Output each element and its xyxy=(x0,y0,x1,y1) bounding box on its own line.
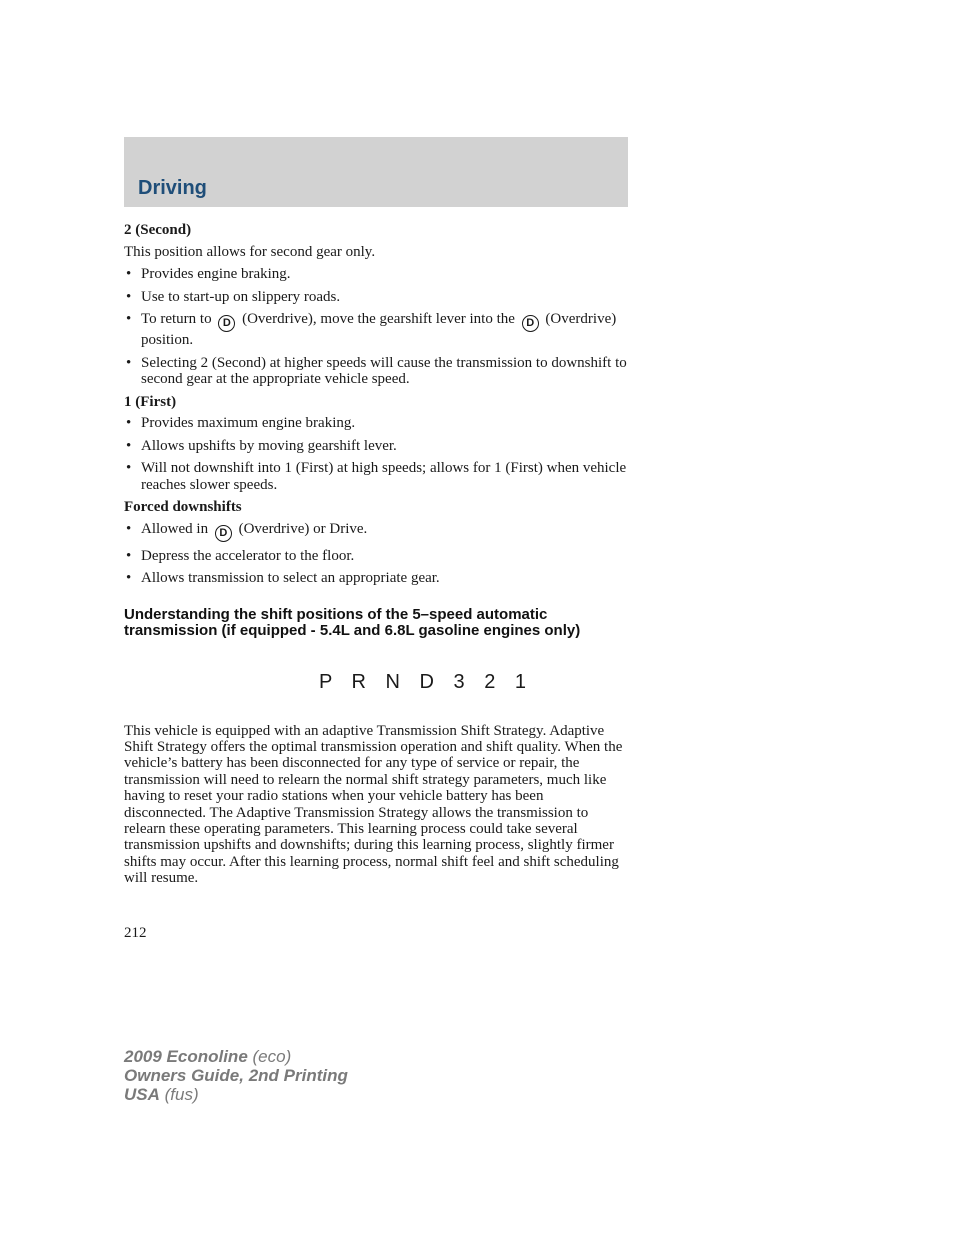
first-gear-heading: 1 (First) xyxy=(124,393,177,410)
list-item: • Selecting 2 (Second) at higher speeds will cause the transmission to downshift to second gear at the appropriate vehicle speed. xyxy=(124,355,629,388)
bullet-text: (Overdrive) or Drive. xyxy=(238,520,368,537)
forced-downshifts-heading: Forced downshifts xyxy=(124,499,242,515)
section-title: Driving xyxy=(138,177,207,199)
footer-guide: Owners Guide, 2nd Printing xyxy=(124,1066,348,1085)
footer-line-model xyxy=(124,1047,348,1066)
list-item: • Provides engine braking. xyxy=(124,266,629,283)
document-footer xyxy=(124,1047,348,1104)
second-gear-list xyxy=(124,266,629,388)
list-item xyxy=(124,311,629,349)
page-number: 212 xyxy=(124,925,147,941)
list-item xyxy=(124,521,629,542)
second-gear-intro: This position allows for second gear only. xyxy=(124,243,376,260)
section-header-band xyxy=(124,137,628,207)
list-item: • Allows upshifts by moving gearshift lever. xyxy=(124,438,629,455)
first-gear-list xyxy=(124,415,629,493)
list-item: • Use to start-up on slippery roads. xyxy=(124,289,629,306)
bullet-text: (Overdrive), move the gearshift lever into the xyxy=(242,311,515,327)
list-item: • Depress the accelerator to the floor. xyxy=(124,548,629,565)
list-item: • Allows transmission to select an appropriate gear. xyxy=(124,570,629,587)
bullet-text: To return to xyxy=(141,311,212,327)
list-item: • Provides maximum engine braking. xyxy=(124,415,629,432)
footer-region: USA xyxy=(124,1085,160,1104)
bullet-text: Allowed in xyxy=(141,520,209,537)
overdrive-d-icon: D xyxy=(215,525,232,542)
shift-positions-heading: Understanding the shift positions of the 5–speed automatic transmission (if equipped - 5.4L and 6.8L gasoline engines only) xyxy=(124,605,581,639)
forced-downshifts-list xyxy=(124,521,629,587)
shift-pattern-graphic: P R N D 3 2 1 xyxy=(319,670,534,693)
page-content xyxy=(124,219,629,887)
adaptive-strategy-paragraph: This vehicle is equipped with an adaptive Transmission Shift Strategy. Adaptive Shift Strategy offers the optimal transmission operation and shift quality. When the vehicle’s battery has been disconnected for any type of service or repair, the transmission will need to relearn the normal shift strategy parameters, much like having to reset your radio stations when your vehicle battery has been disconnected. The Adaptive Transmission Strategy allows the transmission to relearn these operating parameters. This learning process could take several transmission upshifts and downshifts; during this learning process, slightly firmer shifts may occur. After this learning process, normal shift feel and shift scheduling will resume. xyxy=(124,722,623,887)
footer-line-region xyxy=(124,1085,348,1104)
footer-region-code: (fus) xyxy=(164,1085,199,1104)
footer-model: 2009 Econoline xyxy=(124,1047,248,1066)
list-item: • Will not downshift into 1 (First) at high speeds; allows for 1 (First) when vehicle reaches slower speeds. xyxy=(124,460,629,493)
second-gear-heading: 2 (Second) xyxy=(124,222,192,238)
overdrive-d-icon: D xyxy=(522,315,539,332)
footer-model-code: (eco) xyxy=(252,1047,292,1066)
bullet-text: (Overdrive) position. xyxy=(141,311,617,348)
overdrive-d-icon: D xyxy=(218,315,235,332)
